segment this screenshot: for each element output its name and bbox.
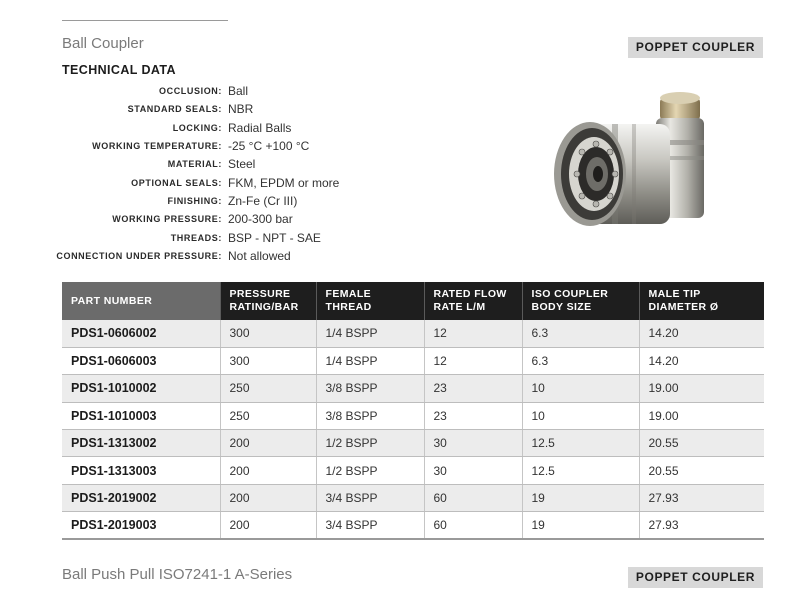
spec-label: STANDARD SEALS:: [127, 104, 222, 115]
spec-value: -25 °C +100 °C: [228, 139, 310, 154]
table-cell: 19: [522, 512, 639, 539]
spec-value: 200-300 bar: [228, 212, 293, 227]
spec-row: [0, 228, 400, 246]
table-cell: 20.55: [639, 430, 764, 457]
table-cell: 12.5: [522, 430, 639, 457]
table-cell: 200: [220, 484, 316, 511]
table-row: [62, 402, 764, 429]
technical-data-heading: TECHNICAL DATA: [62, 63, 176, 77]
table-cell: 30: [424, 457, 522, 484]
table-cell: 27.93: [639, 484, 764, 511]
column-header: ISO COUPLER BODY SIZE: [522, 282, 639, 320]
spec-value: FKM, EPDM or more: [228, 175, 340, 190]
spec-row: [0, 192, 400, 210]
spec-label: CONNECTION UNDER PRESSURE:: [56, 250, 222, 261]
table-cell: 3/4 BSPP: [316, 484, 424, 511]
table-cell: 200: [220, 457, 316, 484]
spec-label: MATERIAL:: [167, 159, 222, 170]
spec-value: Radial Balls: [228, 120, 292, 135]
table-cell: 200: [220, 430, 316, 457]
spec-label: OCCLUSION:: [159, 86, 222, 97]
spec-row: [0, 100, 400, 118]
spec-value: Ball: [228, 84, 249, 99]
next-coupler-type-badge: POPPET COUPLER: [628, 567, 763, 588]
table-cell: 12.5: [522, 457, 639, 484]
table-cell: 20.55: [639, 457, 764, 484]
coupler-type-badge: POPPET COUPLER: [628, 37, 763, 58]
parts-table: [62, 282, 764, 540]
part-number-cell: PDS1-1313002: [62, 430, 220, 457]
table-cell: 12: [424, 320, 522, 347]
table-cell: 19.00: [639, 375, 764, 402]
spec-row: [0, 247, 400, 265]
part-number-cell: PDS1-1010002: [62, 375, 220, 402]
part-number-cell: PDS1-1313003: [62, 457, 220, 484]
table-cell: 30: [424, 430, 522, 457]
spec-label: FINISHING:: [167, 195, 222, 206]
table-cell: 200: [220, 512, 316, 539]
table-cell: 10: [522, 402, 639, 429]
spec-row: [0, 173, 400, 191]
spec-label: THREADS:: [170, 232, 222, 243]
table-cell: 300: [220, 347, 316, 374]
next-section-title: Ball Push Pull ISO7241-1 A-Series: [62, 566, 293, 583]
spec-row: [0, 82, 400, 100]
part-number-cell: PDS1-2019003: [62, 512, 220, 539]
section-title: Ball Coupler: [62, 35, 144, 52]
spec-value: NBR: [228, 102, 254, 117]
table-row: [62, 320, 764, 347]
table-cell: 60: [424, 512, 522, 539]
male-tip-face: [660, 92, 700, 104]
table-cell: 1/4 BSPP: [316, 320, 424, 347]
table-cell: 27.93: [639, 512, 764, 539]
spec-label: LOCKING:: [172, 122, 222, 133]
column-header: RATED FLOW RATE L/M: [424, 282, 522, 320]
table-cell: 23: [424, 375, 522, 402]
spec-value: BSP - NPT - SAE: [228, 230, 321, 245]
part-number-cell: PDS1-0606003: [62, 347, 220, 374]
table-cell: 1/4 BSPP: [316, 347, 424, 374]
table-cell: 250: [220, 375, 316, 402]
table-cell: 12: [424, 347, 522, 374]
spec-row: [0, 155, 400, 173]
table-row: [62, 375, 764, 402]
table-cell: 3/8 BSPP: [316, 402, 424, 429]
table-cell: 19: [522, 484, 639, 511]
spec-value: Steel: [228, 157, 256, 172]
spec-value: Zn-Fe (Cr III): [228, 193, 298, 208]
table-cell: 14.20: [639, 347, 764, 374]
top-rule: [62, 20, 228, 21]
table-row: [62, 512, 764, 539]
table-cell: 3/8 BSPP: [316, 375, 424, 402]
table-header-row: [62, 282, 764, 320]
table-cell: 19.00: [639, 402, 764, 429]
table-cell: 60: [424, 484, 522, 511]
table-cell: 250: [220, 402, 316, 429]
table-cell: 300: [220, 320, 316, 347]
table-cell: 14.20: [639, 320, 764, 347]
column-header: PART NUMBER: [62, 282, 220, 320]
table-row: [62, 430, 764, 457]
table-cell: 3/4 BSPP: [316, 512, 424, 539]
table-row: [62, 457, 764, 484]
spec-row: [0, 210, 400, 228]
spec-label: WORKING PRESSURE:: [112, 214, 222, 225]
column-header: MALE TIP DIAMETER Ø: [639, 282, 764, 320]
spec-list: [0, 82, 400, 265]
spec-label: OPTIONAL SEALS:: [131, 177, 222, 188]
part-number-cell: PDS1-2019002: [62, 484, 220, 511]
table-cell: 6.3: [522, 320, 639, 347]
table-cell: 10: [522, 375, 639, 402]
part-number-cell: PDS1-1010003: [62, 402, 220, 429]
table-cell: 6.3: [522, 347, 639, 374]
spec-label: WORKING TEMPERATURE:: [92, 141, 222, 152]
column-header: FEMALE THREAD: [316, 282, 424, 320]
part-number-cell: PDS1-0606002: [62, 320, 220, 347]
spec-row: [0, 137, 400, 155]
spec-value: Not allowed: [228, 248, 291, 263]
table-cell: 1/2 BSPP: [316, 457, 424, 484]
coupler-product-image: [552, 88, 732, 238]
table-cell: 1/2 BSPP: [316, 430, 424, 457]
spec-row: [0, 119, 400, 137]
table-cell: 23: [424, 402, 522, 429]
table-row: [62, 484, 764, 511]
table-row: [62, 347, 764, 374]
column-header: PRESSURE RATING/BAR: [220, 282, 316, 320]
